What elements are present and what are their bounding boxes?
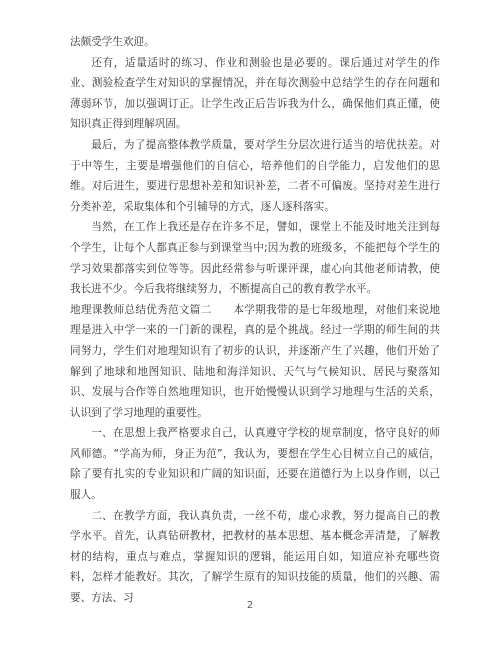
page-number: 2 (246, 600, 254, 611)
paragraph: 二、在教学方面，我认真负责，一丝不苟，虚心求教，努力提高自己的教学水平。首先，认真钻研教材，把教材的基本思想、基本概念弄清楚，了解教材的结构，重点与难点，掌握知识的逻辑，能运用自如，知道应补充哪些资料，怎样才能教好。其次，了解学生原有的知识技能的质量，他们的兴趣、需要、方法、习 (70, 509, 440, 605)
paragraph: 法颇受学生欢迎。 (70, 36, 155, 48)
paragraph: 地理课教师总结优秀范文篇二 本学期我带的是七年级地理，对他们来说地理是进入中学一来的一门新的课程，真的是个挑战。经过一学期的师生间的共同努力，学生们对地理知识有了初步的认识，并逐渐产生了兴趣，他们开始了解到了地球和地图知识、陆地和海洋知识、天气与气候知识、居民与聚落知识、发展与合作等自然地理知识，也开始慢慢认识到学习地理与生活的关系，认识到了学习地理的重要性。 (70, 303, 440, 419)
paragraph: 最后，为了提高整体教学质量，要对学生分层次进行适当的培优扶差。对于中等生，主要是增强他们的自信心，培养他们的自学能力，启发他们的思维。对后进生，要进行思想补差和知识补差，二者不可偏废。坚持对差生进行分类补差，采取集体和个引辅导的方式，逐人逐科落实。 (70, 138, 440, 213)
paragraph: 还有，适量适时的练习、作业和测验也是必要的。课后通过对学生的作业、测验检查学生对知识的掌握情况，并在每次测验中总结学生的存在问题和薄弱环节，加以强调订正。让学生改正后告诉我为什么，确保他们真正懂，使知识真正得到理解巩固。 (70, 56, 440, 131)
paragraph: 当然，在工作上我还是存在许多不足，譬如，课堂上不能及时地关注到每个学生，让每个人都真正参与到课堂当中;因为教的班级多，不能把每个学生的学习效果都落实到位等等。因此经常参与听课评课，虚心向其他老师请教，使我长进不少。今后我将继续努力，不断提高自己的教育教学水平。 (70, 221, 440, 296)
document-body (70, 32, 440, 609)
paragraph: 一、在思想上我严格要求自己，认真遵守学校的规章制度，恪守良好的师风师德。“学高为师，身正为范”，我认为，要想在学生心目树立自己的威信，除了要有扎实的专业知识和广阔的知识面，还要在道德行为上以身作则，以己服人。 (70, 427, 440, 502)
